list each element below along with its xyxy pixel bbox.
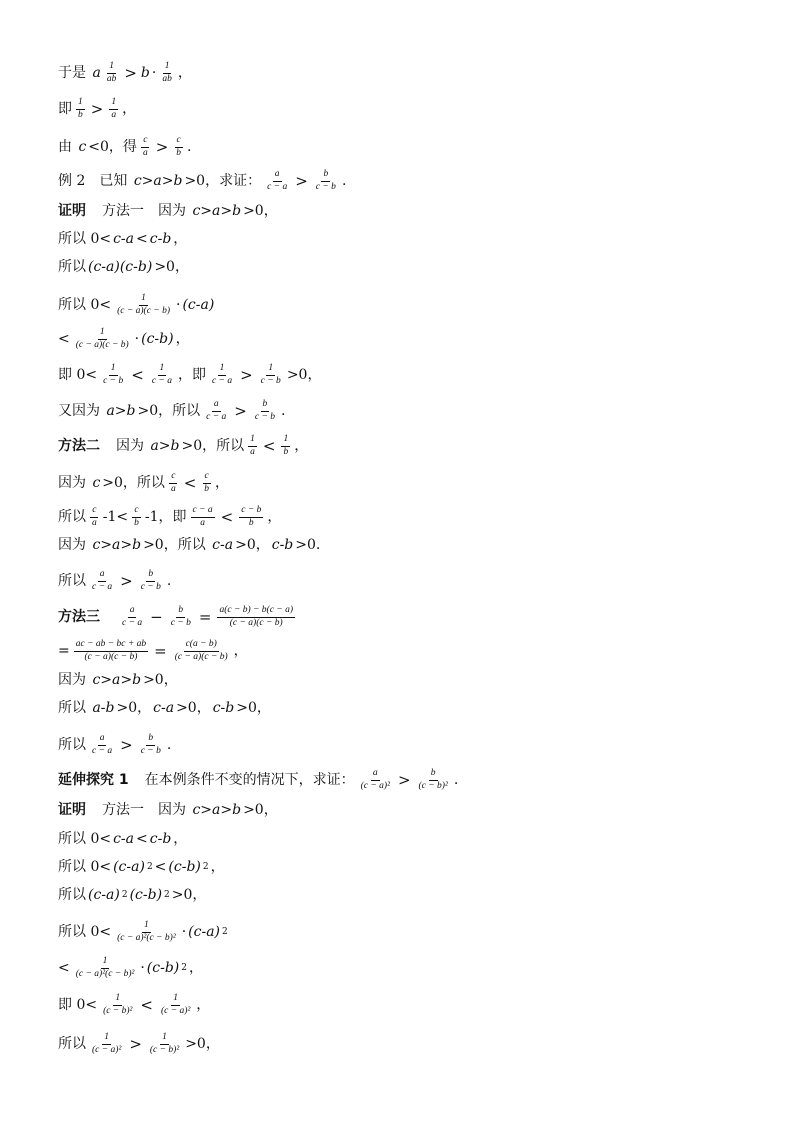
text-run: 又因为 xyxy=(58,403,105,420)
fraction-numerator: 1 xyxy=(101,957,110,969)
superscript: 2 xyxy=(164,889,170,900)
fraction xyxy=(210,364,234,387)
fraction-denominator: b xyxy=(204,483,210,494)
fraction xyxy=(314,170,338,193)
fraction-numerator: 1 xyxy=(98,328,107,340)
math-variable: c-a xyxy=(113,831,135,847)
text-run: >0， xyxy=(176,700,211,716)
fraction-denominator: c − a xyxy=(92,581,113,592)
fraction xyxy=(359,769,392,792)
fraction xyxy=(159,994,192,1017)
math-operator: > xyxy=(124,63,137,82)
fraction xyxy=(202,472,211,495)
math-operator: > xyxy=(234,401,247,420)
fraction xyxy=(248,435,257,458)
text-run: < xyxy=(154,859,167,875)
fraction-denominator: ab xyxy=(162,73,172,84)
fraction-denominator: a xyxy=(200,517,205,528)
text-line-28 xyxy=(58,957,203,980)
fraction-numerator: 1 xyxy=(102,1033,111,1045)
fraction-numerator: a xyxy=(371,769,380,781)
text-run: >0. xyxy=(295,537,321,553)
text-line-5 xyxy=(58,204,278,218)
text-run: 方法一 因为 xyxy=(88,802,191,818)
text-run: < xyxy=(58,960,70,977)
text-run: 由 xyxy=(58,139,77,156)
math-variable: (c-b) xyxy=(168,859,201,875)
fraction-numerator: c − b xyxy=(239,506,263,518)
text-run: 即 0< xyxy=(58,367,98,384)
fraction-denominator: c − b xyxy=(260,375,281,386)
math-operator: < xyxy=(140,995,153,1014)
fraction-denominator: c − b xyxy=(140,745,161,756)
fraction xyxy=(173,640,230,663)
fraction xyxy=(204,400,228,423)
math-variable: c xyxy=(78,139,87,156)
text-run: 所以 xyxy=(58,887,86,903)
fraction-numerator: 1 xyxy=(109,364,118,376)
text-line-11 xyxy=(58,400,285,423)
fraction xyxy=(101,364,125,387)
superscript: 2 xyxy=(222,926,228,937)
section-label: 证明 xyxy=(58,802,86,818)
text-run: >0， xyxy=(154,259,189,275)
fraction xyxy=(109,98,118,121)
text-run: 所以 xyxy=(58,573,86,590)
text-run: 所以 xyxy=(58,509,86,526)
fraction-denominator: (c − a)² xyxy=(160,1005,191,1016)
math-operator: > xyxy=(90,99,104,118)
math-operator: > xyxy=(397,770,411,789)
fraction xyxy=(120,606,144,629)
text-line-26 xyxy=(58,888,206,902)
text-line-8 xyxy=(58,294,214,317)
text-run: < xyxy=(136,231,148,247)
text-run: 所以 0< xyxy=(58,859,112,875)
text-run: -1< xyxy=(102,509,129,526)
fraction xyxy=(417,769,450,792)
math-variable: b xyxy=(140,65,150,82)
fraction xyxy=(281,435,290,458)
text-run: 所以 xyxy=(58,1036,86,1053)
text-run: 所以 xyxy=(58,700,91,716)
text-line-6 xyxy=(58,232,187,246)
fraction xyxy=(74,957,137,980)
fraction-numerator: a xyxy=(273,170,282,182)
text-run: 例 2 已知 xyxy=(58,173,132,190)
fraction-denominator: (c − a)² xyxy=(92,1044,122,1055)
fraction-denominator: (c − a)(c − b) xyxy=(75,339,129,350)
fraction-denominator: c − b xyxy=(140,581,161,592)
fraction-denominator: c − b xyxy=(170,617,191,628)
fraction-numerator: 1 xyxy=(163,62,172,74)
text-run: · xyxy=(151,65,157,82)
fraction-numerator: 1 xyxy=(158,364,167,376)
text-line-4 xyxy=(58,170,346,193)
math-variable: (c-a) xyxy=(113,859,145,875)
math-variable: a xyxy=(92,65,101,82)
text-run: . xyxy=(453,772,459,789)
fraction-numerator: b xyxy=(146,734,155,746)
math-variable: a>b xyxy=(106,403,136,420)
math-variable: (c-a)(c-b) xyxy=(88,259,153,275)
fraction-denominator: b xyxy=(283,446,289,457)
fraction xyxy=(169,472,178,495)
text-line-10 xyxy=(58,364,321,387)
text-run: >0，所以 xyxy=(143,537,211,553)
text-line-21 xyxy=(58,734,171,757)
fraction-numerator: 1 xyxy=(218,364,227,376)
text-run: >0，所以 xyxy=(102,475,165,492)
text-run: ， xyxy=(175,331,190,348)
fraction-denominator: b xyxy=(176,147,182,158)
fraction-denominator: (c − a)(c − b) xyxy=(174,651,228,662)
math-variable: (c-b) xyxy=(141,331,174,348)
fraction-numerator: b xyxy=(261,400,270,412)
fraction xyxy=(265,170,289,193)
text-line-16 xyxy=(58,570,171,593)
text-run: 在本例条件不变的情况下，求证： xyxy=(130,772,355,789)
text-run: >0，求证： xyxy=(184,173,262,190)
fraction xyxy=(148,1033,181,1056)
fraction-denominator: (c − a)(c − b) xyxy=(117,305,171,316)
text-line-23 xyxy=(58,803,278,817)
math-variable: c>a>b xyxy=(192,802,242,818)
fraction xyxy=(115,921,178,944)
fraction-denominator: ab xyxy=(106,73,117,84)
math-variable: c-b xyxy=(149,231,172,247)
text-run: ， xyxy=(294,438,309,455)
fraction xyxy=(90,570,114,593)
text-run: . xyxy=(341,173,347,190)
math-variable: c xyxy=(92,475,101,492)
superscript: 2 xyxy=(146,861,153,872)
superscript: 2 xyxy=(181,962,187,973)
math-variable: c-b xyxy=(149,831,172,847)
fraction-denominator: (c − b)² xyxy=(103,1005,133,1016)
fraction xyxy=(217,606,295,629)
text-run: < xyxy=(136,831,148,847)
superscript: 2 xyxy=(121,889,128,900)
fraction-denominator: a xyxy=(170,483,176,494)
fraction-numerator: a xyxy=(98,734,107,746)
text-run: 因为 xyxy=(58,672,91,688)
math-variable: c-a xyxy=(212,537,234,553)
section-label: 方法二 xyxy=(58,438,100,455)
text-run: 方法一 因为 xyxy=(88,203,191,219)
text-line-13 xyxy=(58,472,229,495)
math-variable: c-a xyxy=(113,231,135,247)
fraction-denominator: c − a xyxy=(211,375,233,386)
fraction-numerator: ac − ab − bc + ab xyxy=(74,640,148,652)
text-run: ， xyxy=(196,997,211,1014)
fraction xyxy=(160,62,174,85)
text-run: ， xyxy=(215,475,230,492)
fraction-numerator: 1 xyxy=(109,98,118,110)
fraction-numerator: c xyxy=(90,506,98,518)
math-operator: = xyxy=(154,641,167,660)
text-run: <0，得 xyxy=(88,139,137,156)
text-run: ， xyxy=(189,960,203,977)
fraction xyxy=(101,994,134,1017)
fraction-numerator: a xyxy=(212,400,221,412)
fraction xyxy=(74,328,131,351)
fraction-denominator: b xyxy=(134,517,139,528)
text-run: 于是 xyxy=(58,65,91,82)
math-variable: (c-a) xyxy=(188,924,220,941)
section-label: 证明 xyxy=(58,203,86,219)
text-run: ， xyxy=(177,65,192,82)
text-line-2 xyxy=(58,98,136,121)
math-operator: = xyxy=(198,607,212,626)
text-run: 即 0< xyxy=(58,997,98,1014)
text-run: 因为 xyxy=(58,475,91,492)
fraction-numerator: c(a − b) xyxy=(184,640,219,652)
text-line-27 xyxy=(58,921,228,944)
fraction-denominator: c − a xyxy=(151,375,172,386)
text-line-19 xyxy=(58,673,178,687)
fraction xyxy=(139,570,163,593)
fraction-numerator: c − a xyxy=(191,506,215,518)
text-run: >0，所以 xyxy=(181,438,245,455)
text-run: 所以 0< xyxy=(58,831,112,847)
text-run: . xyxy=(281,403,286,420)
fraction-numerator: 1 xyxy=(248,435,257,447)
math-variable: c>a>b xyxy=(92,672,142,688)
text-run: . xyxy=(166,573,172,590)
fraction-numerator: a xyxy=(98,570,107,582)
fraction-numerator: b xyxy=(176,606,185,618)
text-line-29 xyxy=(58,994,210,1017)
text-run: 即 xyxy=(58,101,72,118)
text-run: >0， xyxy=(236,700,271,716)
text-line-22 xyxy=(58,769,458,792)
math-variable: (c-a) xyxy=(182,297,215,314)
text-line-7 xyxy=(58,260,189,274)
math-operator: > xyxy=(295,171,308,190)
math-variable: (c-a) xyxy=(88,887,120,903)
text-run: . xyxy=(166,737,172,754)
text-run: ， xyxy=(210,859,225,875)
math-variable: (c-b) xyxy=(146,960,180,977)
text-run: ， xyxy=(173,831,188,847)
fraction-denominator: c − b xyxy=(254,411,275,422)
text-run: 所以 0< xyxy=(58,297,112,314)
section-label: 延伸探究 1 xyxy=(58,772,129,789)
text-run: · xyxy=(134,331,140,348)
text-run: ， xyxy=(267,509,282,526)
math-variable: c-b xyxy=(212,700,235,716)
fraction-numerator: c xyxy=(169,472,177,484)
fraction-denominator: c − b xyxy=(103,375,124,386)
fraction-numerator: b xyxy=(321,170,330,182)
math-operator: < xyxy=(131,365,144,384)
fraction-denominator: (c − a)²(c − b)² xyxy=(117,932,176,943)
math-variable: c>a>b xyxy=(92,537,142,553)
fraction-denominator: (c − a)(c − b) xyxy=(84,651,138,662)
fraction-denominator: c − a xyxy=(206,411,227,422)
text-line-15 xyxy=(58,538,320,552)
fraction xyxy=(90,734,114,757)
fraction xyxy=(115,294,172,317)
fraction-denominator: c − a xyxy=(92,745,113,756)
fraction-denominator: a xyxy=(111,109,117,120)
fraction-numerator: 1 xyxy=(113,994,122,1006)
math-operator: > xyxy=(129,1034,142,1053)
fraction-denominator: a xyxy=(142,147,148,158)
text-run: >0， xyxy=(235,537,270,553)
math-variable: c>a>b xyxy=(133,173,183,190)
fraction-numerator: b xyxy=(146,570,155,582)
text-run: ， xyxy=(233,643,248,660)
math-operator: > xyxy=(155,137,169,156)
math-variable: (c-b) xyxy=(129,887,163,903)
fraction xyxy=(139,734,163,757)
fraction-numerator: 1 xyxy=(160,1033,169,1045)
text-line-25 xyxy=(58,860,225,874)
math-operator: − xyxy=(150,607,163,626)
text-run: 因为 xyxy=(58,537,91,553)
text-line-14 xyxy=(58,506,281,529)
text-run: < xyxy=(58,331,70,348)
text-run: -1，即 xyxy=(144,509,187,526)
fraction-numerator: 1 xyxy=(171,994,180,1006)
fraction-numerator: c xyxy=(203,472,211,484)
fraction xyxy=(150,364,174,387)
fraction-numerator: 1 xyxy=(107,62,116,74)
text-run: · xyxy=(140,960,145,977)
text-run: >0， xyxy=(185,1036,220,1053)
fraction-numerator: 1 xyxy=(142,921,151,933)
fraction-numerator: c xyxy=(141,136,149,148)
fraction-denominator: (c − a)²(c − b)² xyxy=(75,968,135,979)
text-line-24 xyxy=(58,832,187,846)
fraction xyxy=(174,136,183,159)
text-run: · xyxy=(181,924,187,941)
text-run: >0， xyxy=(286,367,322,384)
fraction-denominator: c − a xyxy=(122,617,143,628)
fraction-denominator: (c − b)² xyxy=(149,1044,180,1055)
fraction xyxy=(141,136,150,159)
math-variable: a-b xyxy=(92,700,115,716)
math-operator: > xyxy=(120,571,133,590)
math-variable: c>a>b xyxy=(192,203,242,219)
text-line-30 xyxy=(58,1033,220,1056)
text-run: 所以 xyxy=(58,259,86,275)
fraction-denominator: b xyxy=(78,109,83,120)
fraction-denominator: c − a xyxy=(267,181,288,192)
fraction-numerator: 1 xyxy=(139,294,148,306)
math-operator: < xyxy=(183,473,197,492)
text-run: >0， xyxy=(243,203,278,219)
text-run: >0， xyxy=(243,802,278,818)
fraction-numerator: c xyxy=(132,506,140,518)
fraction xyxy=(74,640,148,663)
text-run xyxy=(102,610,116,624)
text-line-3 xyxy=(58,136,191,159)
fraction-numerator: b xyxy=(429,769,438,781)
fraction xyxy=(253,400,277,423)
fraction xyxy=(191,506,215,529)
text-run: . xyxy=(187,139,192,156)
fraction xyxy=(90,1033,123,1056)
superscript: 2 xyxy=(202,861,209,872)
fraction-numerator: a xyxy=(128,606,137,618)
fraction xyxy=(132,506,141,529)
math-operator: > xyxy=(240,365,253,384)
math-operator: < xyxy=(262,436,276,455)
text-run: >0， xyxy=(143,672,178,688)
text-line-1 xyxy=(58,62,192,85)
fraction-denominator: a xyxy=(250,446,255,457)
text-run: · xyxy=(176,297,181,314)
text-run: >0，所以 xyxy=(137,403,201,420)
fraction-numerator: 1 xyxy=(76,98,85,110)
section-label: 方法三 xyxy=(58,609,100,626)
text-line-9 xyxy=(58,328,190,351)
fraction-denominator: b xyxy=(248,517,254,528)
fraction xyxy=(259,364,283,387)
fraction-denominator: c − b xyxy=(315,181,336,192)
text-line-17 xyxy=(58,606,297,629)
fraction-numerator: c xyxy=(175,136,183,148)
fraction-numerator: 1 xyxy=(281,435,290,447)
text-line-20 xyxy=(58,701,271,715)
fraction xyxy=(169,606,193,629)
text-line-18 xyxy=(58,640,248,663)
math-operator: < xyxy=(220,507,234,526)
math-operator: > xyxy=(120,735,133,754)
fraction xyxy=(239,506,263,529)
text-run: 所以 0< xyxy=(58,924,112,941)
fraction xyxy=(105,62,119,85)
text-run: 所以 0< xyxy=(58,231,112,247)
fraction-numerator: 1 xyxy=(266,364,275,376)
text-run: ， xyxy=(173,231,188,247)
fraction xyxy=(90,506,99,529)
text-run: 因为 xyxy=(102,438,149,455)
fraction-denominator: (c − a)² xyxy=(360,780,390,791)
fraction-denominator: a xyxy=(92,517,97,528)
math-variable: c-b xyxy=(271,537,294,553)
text-line-12 xyxy=(58,435,308,458)
math-variable: a>b xyxy=(150,438,180,455)
math-variable: c-a xyxy=(153,700,175,716)
text-run: >0， xyxy=(116,700,152,716)
fraction xyxy=(76,98,85,121)
text-run: = xyxy=(58,643,70,660)
fraction-numerator: a(c − b) − b(c − a) xyxy=(217,606,295,618)
fraction-denominator: (c − b)² xyxy=(418,780,448,791)
text-run: 所以 xyxy=(58,737,86,754)
fraction-denominator: (c − a)(c − b) xyxy=(229,617,283,628)
text-run: ，即 xyxy=(177,367,206,384)
text-run: ， xyxy=(122,101,137,118)
text-run: >0， xyxy=(171,887,207,903)
